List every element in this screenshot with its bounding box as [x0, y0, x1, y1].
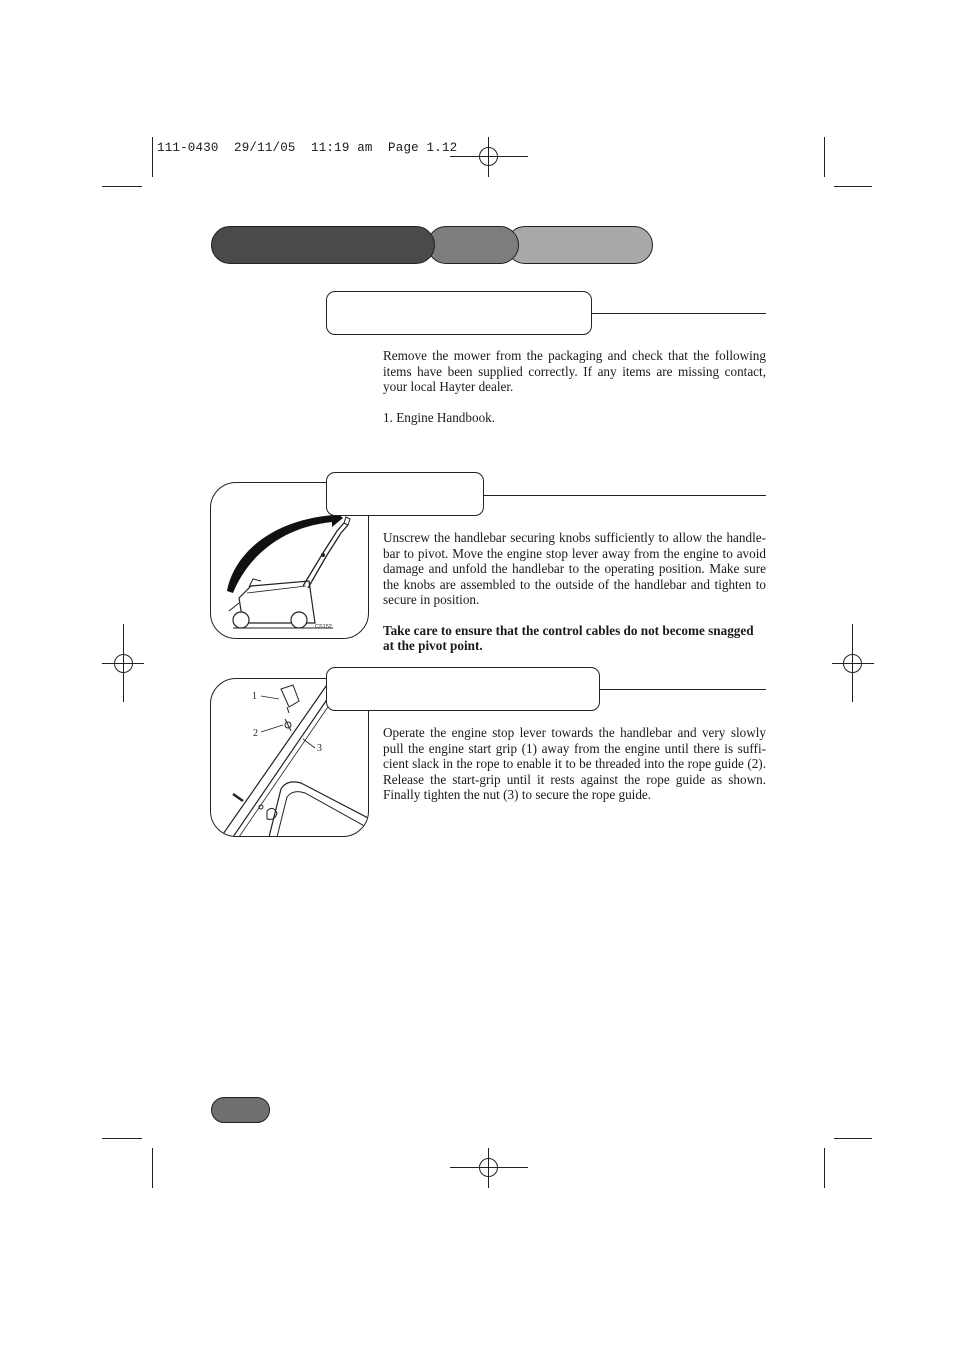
header-tab-section [211, 226, 435, 264]
crop-mark [152, 1148, 153, 1188]
registration-mark-right [832, 624, 874, 702]
crop-mark [102, 1138, 142, 1139]
unfold-arrow-icon [227, 509, 343, 593]
page-number-badge [211, 1097, 270, 1123]
crop-mark [834, 186, 872, 187]
header-tab-language [506, 226, 653, 264]
figure-code: CS152 [315, 624, 332, 630]
crop-mark [152, 137, 153, 177]
registration-mark-top [450, 137, 528, 177]
registration-mark-bottom [450, 1148, 528, 1188]
section3-heading-box [326, 667, 600, 711]
section1-heading-box [326, 291, 592, 335]
section1-body [383, 348, 766, 426]
section1-list-item: 1. Engine Handbook. [383, 410, 496, 425]
crop-mark [824, 137, 825, 177]
crop-mark [834, 1138, 872, 1139]
section1-paragraph: Remove the mower from the packaging and check that the following items have been supplied correctly. If any items are missing contact, your local Hayter dealer. [383, 348, 766, 394]
section2-heading-rule [483, 495, 766, 496]
header-tab-chapter [427, 226, 519, 264]
callout-2: 2 [253, 728, 258, 739]
section2-paragraph: Unscrew the handlebar securing knobs sufficiently to allow the handle-bar to pivot. Move the engine stop lever away from the engine to avoid damage and unfold the handlebar to the operating position. Make sure the knobs are assembled to the outside of the handlebar and tighten to secure in position. [383, 530, 766, 607]
print-slug: 111-0430 29/11/05 11:19 am Page 1.12 [157, 141, 458, 155]
section2-heading-box [326, 472, 484, 516]
callout-3: 3 [317, 743, 322, 754]
section3-heading-rule [599, 689, 766, 690]
callout-1: 1 [252, 691, 257, 702]
section1-heading-rule [591, 313, 766, 314]
registration-mark-left [102, 624, 144, 702]
crop-mark [824, 1148, 825, 1188]
section2-warning: Take care to ensure that the control cables do not become snagged at the pivot point. [383, 622, 754, 653]
section3-body [383, 725, 766, 803]
section2-body [383, 530, 766, 654]
crop-mark [102, 186, 142, 187]
section3-paragraph: Operate the engine stop lever towards the handlebar and very slowly pull the engine start grip (1) away from the engine until there is suffi-cient slack in the rope to enable it to be threaded into the rope guide (2). Release the start-grip until it rests against the rope guide as shown. Finally tighten the nut (3) to secure the rope guide. [383, 725, 766, 802]
